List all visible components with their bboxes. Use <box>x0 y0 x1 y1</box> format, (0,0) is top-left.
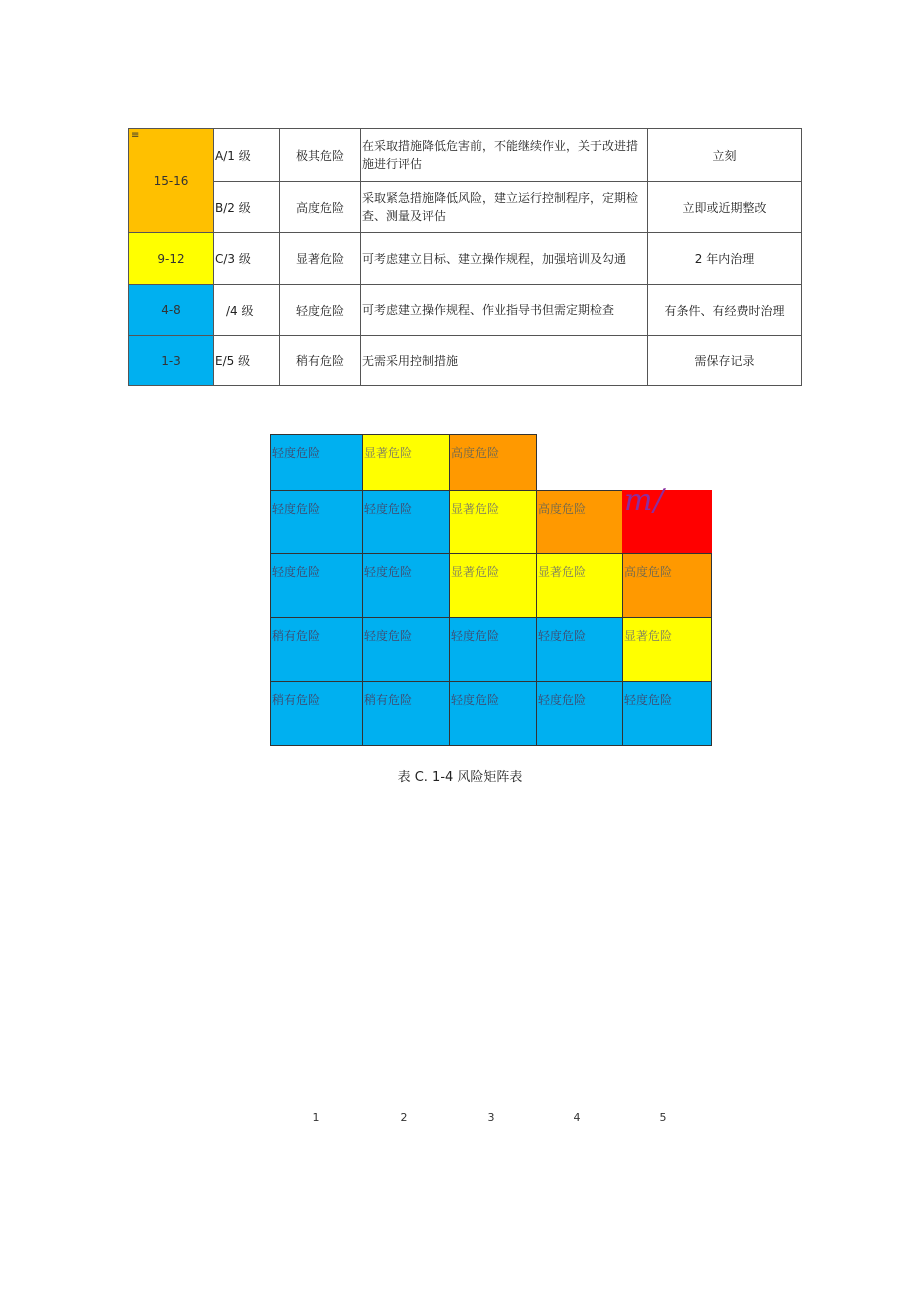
axis-number: 1 <box>312 1111 320 1124</box>
matrix-cell: 轻度危险 <box>362 490 450 554</box>
action-cell: 有条件、有经费时治理 <box>648 285 802 336</box>
matrix-cell: 轻度危险 <box>270 434 363 491</box>
matrix-cell: 轻度危险 <box>536 681 623 746</box>
level-row <box>129 285 802 336</box>
matrix-cell: 显著危险 <box>449 553 537 618</box>
matrix-cell: 显著危险 <box>362 434 450 491</box>
danger-cell: 稍有危险 <box>280 336 361 386</box>
matrix-cell: 稍有危险 <box>270 681 363 746</box>
measure-cell: 在采取措施降低危害前，不能继续作业，关于改进措施进行评估 <box>361 129 648 182</box>
danger-cell: 极其危险 <box>280 129 361 182</box>
matrix-cell-red <box>622 483 712 554</box>
grade-cell: /4 级 <box>214 285 280 336</box>
level-row <box>129 336 802 386</box>
grade-cell: E/5 级 <box>214 336 280 386</box>
grade-cell: A/1 级 <box>214 129 280 182</box>
measure-cell: 可考虑建立目标、建立操作规程，加强培训及勾通 <box>361 233 648 285</box>
action-cell: 需保存记录 <box>648 336 802 386</box>
grade-cell: B/2 级 <box>214 182 280 233</box>
matrix-caption: 表 C. 1-4 风险矩阵表 <box>397 770 523 785</box>
action-cell: 2 年内治理 <box>648 233 802 285</box>
action-cell: 立即或近期整改 <box>648 182 802 233</box>
matrix-cell: 高度危险 <box>449 434 537 491</box>
matrix-cell: 轻度危险 <box>449 617 537 682</box>
matrix-cell: 轻度危险 <box>270 553 363 618</box>
level-row <box>129 129 802 182</box>
matrix-cell: 稍有危险 <box>270 617 363 682</box>
axis-number: 5 <box>659 1111 667 1124</box>
matrix-cell: 轻度危险 <box>449 681 537 746</box>
score-cell: 1-3 <box>129 336 214 386</box>
measure-cell: 可考虑建立操作规程、作业指导书但需定期检查 <box>361 285 648 336</box>
red-cell-scrawl: m/ <box>624 483 665 518</box>
score-cell <box>129 129 214 233</box>
matrix-cell: 轻度危险 <box>622 681 712 746</box>
axis-number: 4 <box>573 1111 581 1124</box>
grade-cell: C/3 级 <box>214 233 280 285</box>
risk-level-table <box>128 128 802 386</box>
matrix-cell: 轻度危险 <box>536 617 623 682</box>
matrix-cell: 轻度危险 <box>270 490 363 554</box>
action-cell: 立刻 <box>648 129 802 182</box>
score-cell: 4-8 <box>129 285 214 336</box>
measure-cell: 采取紧急措施降低风险，建立运行控制程序，定期检查、测量及评估 <box>361 182 648 233</box>
measure-cell: 无需采用控制措施 <box>361 336 648 386</box>
matrix-cell: 轻度危险 <box>362 553 450 618</box>
matrix-cell: 显著危险 <box>449 490 537 554</box>
danger-cell: 显著危险 <box>280 233 361 285</box>
menu-mark-icon: ≡ <box>131 130 140 141</box>
danger-cell: 高度危险 <box>280 182 361 233</box>
level-row <box>129 233 802 285</box>
axis-number: 3 <box>487 1111 495 1124</box>
matrix-cell: 轻度危险 <box>362 617 450 682</box>
danger-cell: 轻度危险 <box>280 285 361 336</box>
matrix-cell: 稍有危险 <box>362 681 450 746</box>
axis-number: 2 <box>400 1111 408 1124</box>
level-row <box>129 182 802 233</box>
matrix-cell: 显著危险 <box>622 617 712 682</box>
matrix-cell: 高度危险 <box>536 490 623 554</box>
score-range: 15-16 <box>153 173 189 188</box>
matrix-cell: 显著危险 <box>536 553 623 618</box>
score-cell: 9-12 <box>129 233 214 285</box>
matrix-cell: 高度危险 <box>622 553 712 618</box>
